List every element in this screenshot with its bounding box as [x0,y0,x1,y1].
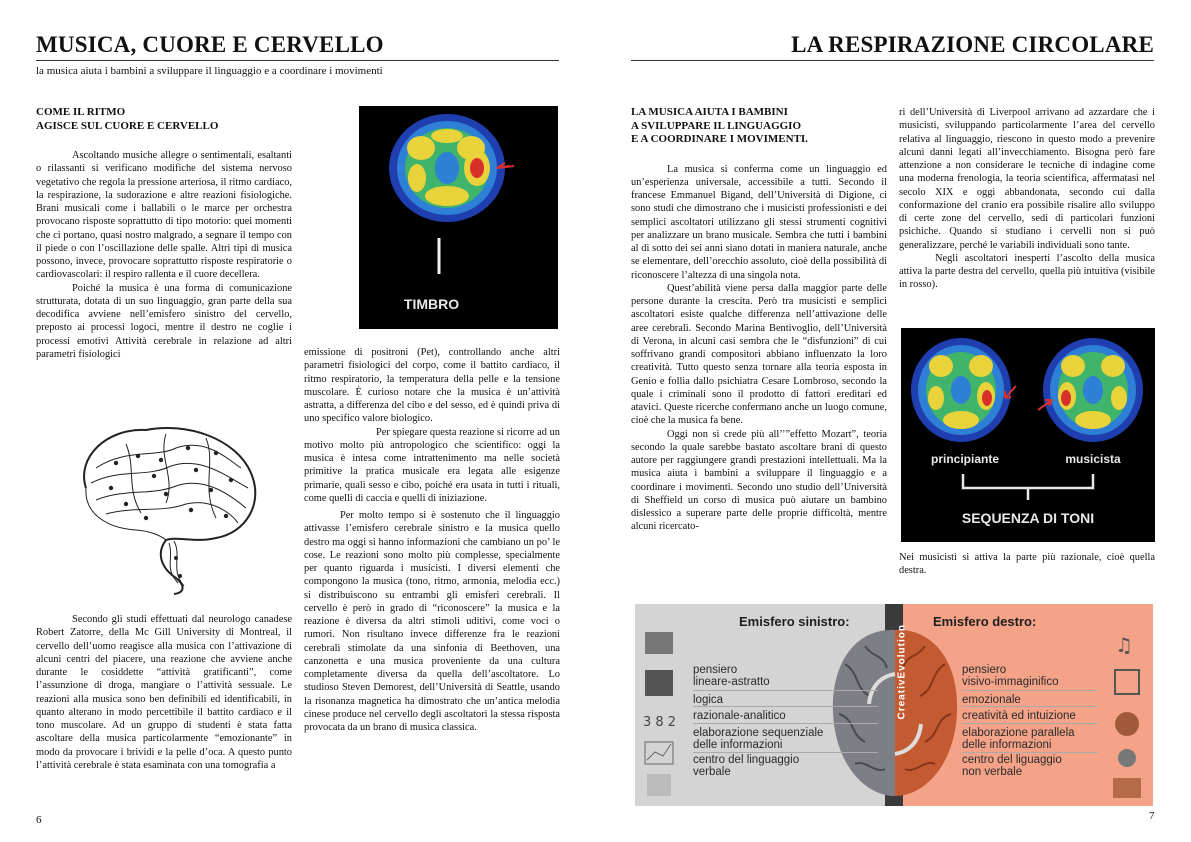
paragraph: Oggi non si crede più all’’”effetto Mozart”, teoria secondo la quale sarebbe bastato ascoltare brani di questo autore per raggiungere grandi prestazioni intellettuali. Ma la musica aiuta i bambini a sviluppare il linguaggio e a coordinare i movimenti. Secondo uno studio dell’Università di Sheffield un corso di musica può aiutare un bambino dislessico a superare parte delle proprie difficoltà, mentre alcuni ricercato- [631,428,887,533]
keyboard-icon [645,632,673,654]
paragraph: La musica si conferma come un linguaggio ed un’esperienza universale, accessibile a tutti. Secondo il francese Emmanuel Bigand, dell’Università di Digione, ci sono studi che dimostrano che i musicisti professionisti e dei semplici ascoltatori utilizzano gli stessi strumenti cognitivi per analizzare un brano musicale. Sembra che tutti i bambini al di sotto dei sei anni siano dotati in maniera naturale, anche se elementare, dell’orecchio assoluto, cioè della possibilità di riconoscere l’altezza di una singola nota. [631,163,887,281]
hemispheres-infographic [635,604,1153,806]
heading-line: E A COORDINARE I MOVIMENTI. [631,133,808,145]
paragraph: emissione di positroni (Pet), controllando anche altri parametri fisiologici del corpo, come il battito cardiaco, il ritmo respiratorio, la temperatura della pelle e la tensione muscolare. È curioso notare che la musica è un’attività astratta, a differenza del cibo e del sesso, ed è quindi priva di uno specifico valore biologico. [304,347,560,425]
scan-label-musician: musicista [1065,452,1121,466]
paragraph: Secondo gli studi effettuati dal neurologo canadese Robert Zatorre, della Mc Gill University di Montreal, il cervello dell’uomo reagisce alla musica con l’attivazione di alcuni centri del piacere, una reazione che avviene anche durante le cosiddette “attività gratificanti”, come l’assunzione di droga, mangiare o l’attività sessuale. Le reazioni alla musica sono ben definibili ed identificabili, in quanto alterano in modo percettibile il battito cardiaco e il tono muscolare. Ad un gruppo di studenti è stata fatta ascoltare della musica particolarmente “emozionante” in modo da provocare i brividi e la pelle d’oca. A questo punto l’attività cerebrale è stata esaminata con una tomografia a [36,614,292,771]
left-icons-strip [639,626,681,802]
right-column-1 [631,106,887,534]
paragraph: Per spiegare questa reazione si ricorre ad un motivo molto più antropologico che scientifico: oggi la musica è intesa come intrattenimento ma nelle società primitive la pratica musicale era legata alle esigenze primarie, quali sesso e cibo, poiché era usata in tutti i rituali, come quelli di caccia e quelli di iniziazione. [304,426,560,504]
bracket [963,474,1093,500]
right-icons-strip [1105,626,1149,802]
paragraph: Per molto tempo si è sostenuto che il linguaggio attivasse l’emisfero cerebrale sinistro e la musica quello destro ma oggi si hanno informazioni che cambiano un po’ le cose. Le reazioni sono molto più complesse, specialmente per quanto riguarda i musicisti. I diversi elementi che compongono la musica (tono, ritmo, armonia, melodia ecc.) si distribuiscono su entrambi gli emisferi cerebrali. Il cervello è però in grado di “riconoscere” la musica e la reazione è diversa da altri stimoli uditivi, come voci o rumori. Non risultano invece differenze fra le reazioni cerebrali stimolate da una sinfonia di Beethoven, una canzonetta e una musica proveniente da una cultura completamente diversa da quella dell’ascoltatore. Lo studioso Steven Demorest, dell’Università di Seattle, usando la risonanza magnetica ha dimostrato che un’antica melodia cinese produce nel cervello degli ascoltatori la stessa risposta provocata da un brano di musica classica. [304,510,560,733]
page-number: 6 [36,814,42,826]
chart-icon [645,742,673,764]
left-hemisphere-title: Emisfero sinistro: [739,614,850,629]
page-subtitle: la musica aiuta i bambini a sviluppare il linguaggio e a coordinare i movimenti [36,65,383,77]
right-item: centro del liguaggio non verbale [962,754,1062,778]
paragraph: Ascoltando musiche allegre o sentimentali, esaltanti o rilassanti si verificano modifiche del sistema nervoso vegetativo che regola la pressione arteriosa, il ritmo cardiaco, la respirazione, la sudorazione e altre reazioni fisiologiche. Brani musicali come i ballabili o le marce per orchestra provocano risposte soprattutto di tipo motorio: quei momenti che ci portano, quasi nostro malgrado, a segnare il tempo con il piede o con l’oscillazione delle spalle. Altri tipi di musica possono, invece, provocare soprattutto risposte respiratorie o cardiovascolari: il respiro rallenta e il cuore decellera. [36,150,292,281]
left-item: centro del linguaggio verbale [693,754,800,778]
paragraph: Quest’abilità viene persa dalla maggior parte delle persone durante la crescita. Però tra musicisti e semplici ascoltatori esiste qualche differenza nell’attivazione delle aree cerebrali. Secondo Marina Bentivoglio, dell’Università di Verona, in alcuni casi sembra che le “disfunzioni” di cui soffrivano grandi compositori abbiano influenzato la loro creatività. Tutto questo senza tornare alla teoria esposta in Genio e follia dallo psichiatra Cesare Lombroso, secondo la quale i criminali sono il prodotto di fattori ereditari ed atavici. Queste ricerche confermano anche un luogo comune, cioè che la musica fa bene. [631,282,887,427]
pet-scan-sequenza [901,328,1155,542]
right-item: creatività ed intuizione [962,710,1076,722]
left-item: logica [693,694,724,706]
cube-icon [1115,670,1139,694]
paragraph: Negli ascoltatori inesperti l’ascolto della musica attiva la parte destra del cervello, quella più intuitiva (visibile in rosso). [899,252,1155,291]
title-rule [631,60,1154,61]
right-column-2 [899,106,1155,292]
heading-line: COME IL RITMO [36,106,126,118]
music-note-icon: ♫ [1115,633,1133,657]
paragraph: Poiché la musica è una forma di comunicazione strutturata, dotata di un suo linguaggio, gran parte della sua decodifica avviene nell’emisfero sinistro del cervello, preposto ai processi logoci, mentre il destro ne coglie i processi emotivi Attività cerebrale in relazione ad altri parametri fisiologici [36,282,292,360]
page-title: LA RESPIRAZIONE CIRCOLARE [791,32,1154,57]
heading-line: A SVILUPPARE IL LINGUAGGIO [631,119,802,132]
section-heading [631,106,887,147]
paragraph: ri dell’Università di Liverpool arrivano ad azzardare che i musicisti, sviluppando particolarmente l’area del cervello relativa al linguaggio, riescono in questo modo a prevenire alcuni danni legati all’invecchiamento. Bisogna però fare attenzione a non considerare le tecniche di indagine come una moderna frenologia, la teoria scientifica, affermatasi nel secolo XIX e oggi abbandonata, secondo cui dalla conformazione del cranio era possibile risalire allo sviluppo di certe zone del cervello, sedi di particolari funzioni psichiche. Quando si studiano i cervelli non si può generalizzare, perché le variabili individuali sono tante. [899,107,1155,251]
brain-hemispheres-image [825,624,965,802]
page-title: MUSICA, CUORE E CERVELLO [36,32,384,57]
scan-musician [1043,338,1143,442]
right-item: emozionale [962,694,1021,706]
caption-text: Nei musicisti si attiva la parte più razionale, cioè quella destra. [899,552,1155,577]
scan-label-sequence: SEQUENZA DI TONI [961,510,1095,526]
numbers-icon: 3 8 2 [643,715,677,730]
palette-icon [1115,712,1139,736]
picture-icon [1113,778,1141,798]
right-item: elaborazione parallela delle informazioni [962,727,1075,751]
left-item: pensiero lineare-astratto [693,664,770,688]
scan-label-beginner: principiante [930,452,999,466]
scan-label: TIMBRO [403,296,460,312]
scan-beginner [911,338,1011,442]
puzzle-icon [1118,749,1136,767]
left-item: razionale-analitico [693,710,786,722]
vertical-brand-label: CreativEvolution [896,624,908,720]
document-icon [647,774,671,796]
scan-caption [899,551,1155,578]
heading-line: AGISCE SUL CUORE E CERVELLO [36,119,219,132]
abacus-icon [645,670,673,696]
left-item: elaborazione sequenziale delle informazioni [693,727,824,751]
right-item: pensiero visivo-immaginifico [962,664,1059,688]
heading-line: LA MUSICA AIUTA I BAMBINI [631,106,788,118]
right-hemisphere-title: Emisfero destro: [933,614,1037,629]
page-number: 7 [1149,810,1155,822]
